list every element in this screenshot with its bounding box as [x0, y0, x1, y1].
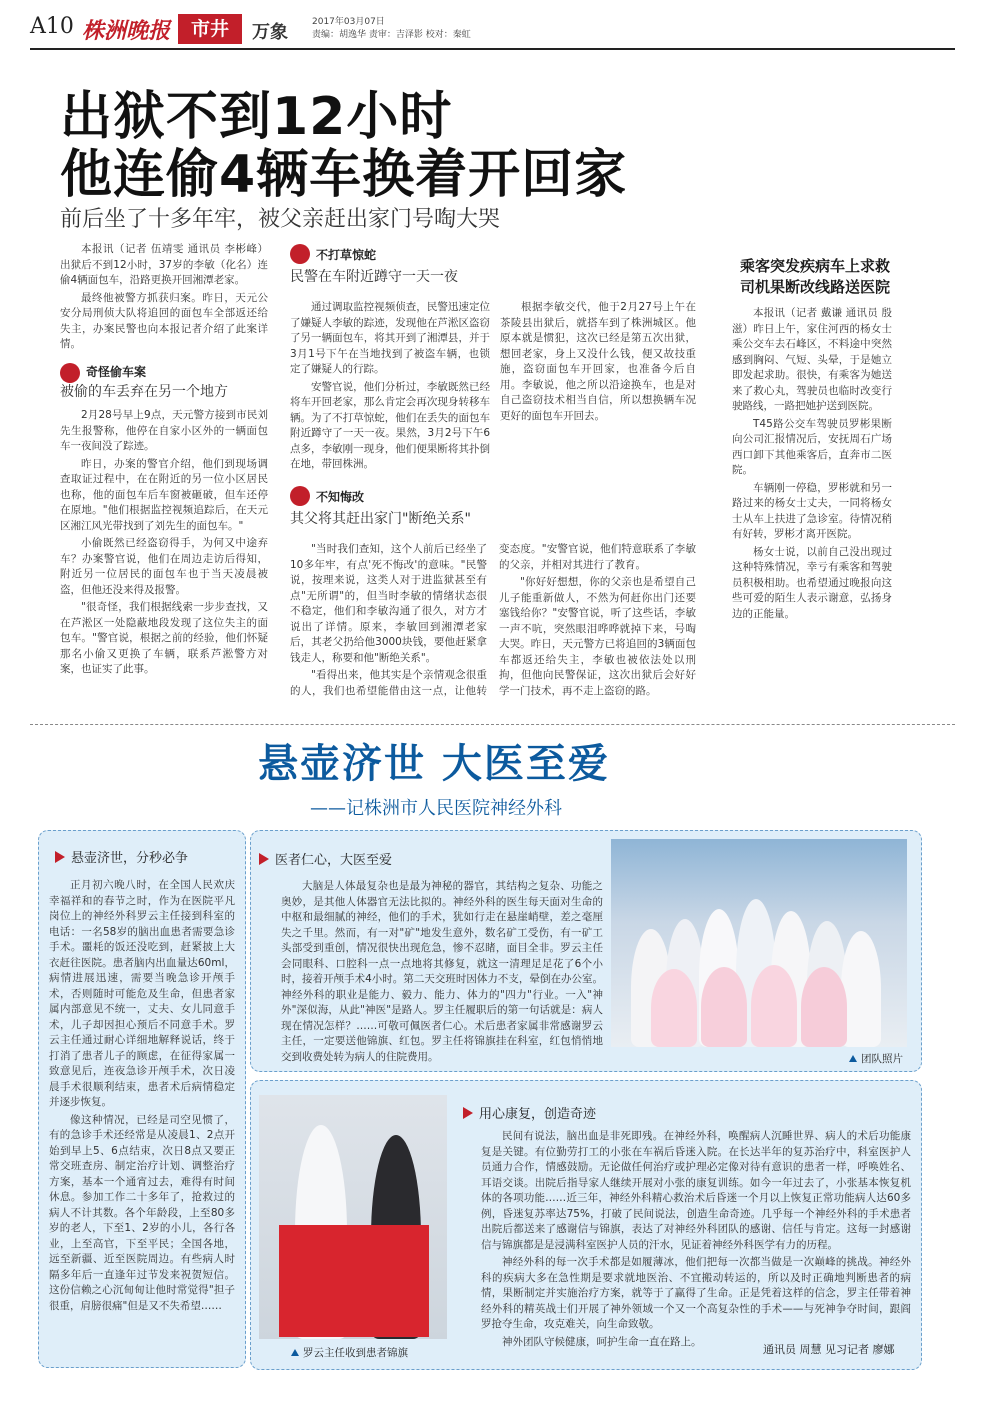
panel-heading	[259, 849, 392, 868]
caption-triangle-icon	[849, 1055, 857, 1062]
paragraph: 神外团队守候健康，呵护生命一直在路上。	[502, 1335, 702, 1348]
section-badge: 市井	[178, 14, 242, 44]
paragraph: 通过调取监控视频侦查，民警迅速定位了嫌疑人李敏的踪迹，发现他在芦淞区盗窃了另一辆面包车，将其开到了湘潭县，并于3月1号下午在当地找到了被盗车辆，也锁定了嫌疑人的行踪。	[290, 301, 490, 375]
paragraph: 根据李敏交代，他于2月27号上午在茶陵县出狱后，就搭车到了株洲城区。他原本就是惯犯，这次已经是第五次出狱，想回老家，身上又没什么钱，便又故技重施，盗窃面包车开回家，也准备今后自用。李敏说，他之所以沿途换车，也是对自己盗窃技术相当自信，所以想换辆车况更好的面包车开回去。	[500, 301, 696, 422]
meta-staff: 责编：胡逸华 责审：吉泽影 校对：秦虹	[312, 30, 471, 40]
meta-date: 2017年03月07日	[312, 17, 385, 27]
panel-heading	[55, 847, 245, 866]
paragraph: 大脑是人体最复杂也是最为神秘的器官，其结构之复杂、功能之奥妙，是其他人体器官无法比拟的。神经外科的医生每天面对生命的中枢和最细腻的神经，他们的手术，犹如行走在悬崖峭壁，差之毫厘失之千里。然而，有一对"矿"地发生意外，数名矿工受伤，有一矿工头部受到重创，情况很快出现危急，惨不忍睹，面目全非。罗云主任会同眼科、口腔科一点一点地将其修复，就这一清理足足花了6个小时，接着开颅手术4小时。第二天交班时因体力不支，晕倒在办公室。神经外科的职业是能力、毅力、能力、体力的"四力"行业。一入"神外"深似海，从此"神医"是路人。罗主任履职后的第一句话就是：病人现在情况怎样？……可敬可佩医者仁心。术后患者家属非常感谢罗云主任，一定要送他锦旗、红包。罗主任将锦旗挂在科室，红包悄悄地交到收费处转为病人的住院费用。	[281, 880, 603, 1063]
section-title: 奇怪偷车案	[86, 364, 147, 379]
article-column-3	[500, 300, 696, 426]
paragraph: "当时我们查知，这个人前后已经坐了10多年牢，有点'死不悔改'的意味。"民警说，按理来说，这类人对于进监狱甚至有点"无所谓"的，但当时李敏的情绪状态很不稳定，他们和李敏沟通了很久，对方才说出了详情。原来，李敏回到湘潭老家后，其老父扔给他3000块钱，要他赶紧拿钱走人，称要和他"断绝关系"。	[290, 543, 487, 664]
panel-heading-text: 医者仁心，大医至爱	[275, 853, 393, 868]
panel-heading-text: 悬壶济世，分秒必争	[71, 851, 189, 866]
feature-subtitle: ——记株洲市人民医院神经外科	[310, 798, 562, 819]
paragraph: 昨日，办案的警官介绍，他们到现场调查取证过程中，在在附近的另一位小区居民也称，他的面包车后车窗被砸破，但车还停在原地。"他们根据监控视频追踪后，在天元区湘江风光带找到了刘先生的面包车。"	[60, 457, 268, 532]
paragraph: 安警官说，他们分析过，李敏既然已经将车开回老家，那么肯定会再次现身转移车辆。为了不打草惊蛇，他们在丢失的面包车附近蹲守了一天一夜。果然，3月2号下午6点多，李敏刚一现身，他们便果断将其扑倒在地，带回株洲。	[290, 380, 490, 470]
section-heading-1	[60, 363, 268, 401]
paragraph: 2月28号早上9点，天元警方接到市民刘先生报警称，他停在自家小区外的一辆面包车一夜间没了踪迹。	[60, 409, 268, 452]
paragraph: 杨女士说，以前自己没出现过这种特殊情况，幸亏有乘客和驾驶员积极相助。也希望通过晚报向这些可爱的陌生人表示谢意，弘扬身边的正能量。	[732, 545, 892, 620]
headline-line-1: 出狱不到12小时	[60, 87, 453, 147]
team-photo	[611, 839, 907, 1047]
section-subtitle: 民警在车附近蹲守一天一夜	[290, 269, 458, 285]
arrow-icon	[463, 1107, 473, 1119]
subheadline: 前后坐了十多年牢，被父亲赶出家门号啕大哭	[60, 207, 501, 232]
section-subtitle: 其父将其赶出家门"断绝关系"	[290, 511, 471, 527]
paragraph: 民间有说法，脑出血是非死即残。在神经外科，唤醒病人沉睡世界、病人的术后功能康复是关键。有位勤劳打工的小张在车祸后昏迷入院。在长达半年的复苏治疗中，科室医护人员通力合作，情感鼓励。无论做任何治疗或护理必定像对待有意识的患者一样，呼唤姓名、耳语交谈。出院后指导家人继续开展对小张的康复训练。如今一年过去了，小张基本恢复机体的各项功能……近三年，神经外科精心救治术后昏迷一个月以上恢复正常功能病人达60多例，昏迷复苏率达75%，打破了民间说法，创造生命奇迹。几乎每一个神经外科的手术患者出院后都送来了感谢信与锦旗，表达了对神经外科团队的感谢、信任与肯定。这每一封感谢信与锦旗都是是浸满科室医护人员的汗水，见证着神经外科医学有力的历程。	[481, 1130, 911, 1251]
side-title-line-2: 司机果断改线路送医院	[739, 278, 890, 296]
paragraph: 小偷既然已经盗窃得手，为何又中途弃车？办案警官说，他们在周边走访后得知，附近另一位居民的面包车也于当天凌晨被盗，但他还没来得及报警。	[60, 537, 268, 596]
side-title-line-1: 乘客突发疾病车上求救	[739, 257, 890, 275]
paragraph: "看得出来，他其实是个亲情观念很重的人，我们也希望能借由这一点，让他转变态度。"安警官说，他们特意联系了李敏的父亲，并相对其进行了教育。	[290, 543, 696, 697]
header-meta	[312, 16, 471, 42]
section-dot-icon	[290, 244, 310, 264]
section-title: 不知悔改	[316, 489, 365, 504]
banner-photo	[259, 1095, 447, 1339]
section-heading-2	[290, 244, 490, 286]
paragraph: "你好好想想，你的父亲也是希望自己儿子能重新做人，不然为何赶你出门还要塞钱给你？"安警官说，听了这些话，李敏一声不吭，突然眼泪哗哗就掉下来，号啕大哭。昨日，天元警方已将追回的3辆面包车都返还给失主，李敏也被依法处以刑拘，但他向民警保证，这次出狱后会好好学一门技术，再不走上盗窃的路。	[499, 576, 696, 697]
paragraph: "很奇怪，我们根据线索一步步查找，又在芦淞区一处隐蔽地段发现了这位失主的面包车。"警官说，根据之前的经验，他们怀疑那名小偷又更换了车辆，联系芦淞警方对案，也证实了此事。	[60, 601, 268, 675]
paragraph: 像这种情况，已经是司空见惯了，有的急诊手术还经常是从凌晨1、2点开始到早上5、6点结束，次日8点又要正常交班查房、制定治疗计划、调整治疗方案，基本一个通宵过去，难得有时间休息。参加工作二十多年了，抢救过的病人不计其数。各个年龄段，上至80多岁的老人，下至1、2岁的小儿，各行各业，上至高官，下至平民；全国各地，远至新疆、近至医院周边。有些病人时隔多年后一直逢年过节发来祝贺短信。这份信赖之心沉甸甸让他时常觉得"担子很重，肩膀很痛"但是又不失希望……	[49, 1113, 235, 1312]
article-column-2	[290, 300, 490, 475]
section-dot-icon	[60, 363, 80, 383]
panel-body	[49, 878, 235, 1358]
section-dot-icon	[290, 486, 310, 506]
headline	[60, 88, 627, 204]
arrow-icon	[259, 853, 269, 865]
feature-panel-1	[38, 830, 246, 1368]
feature-panel-3	[250, 1080, 922, 1370]
caption-text: 团队照片	[861, 1053, 903, 1065]
paragraph: 车辆刚一停稳，罗彬就和另一路过来的杨女士丈夫，一同将杨女士从车上扶进了急诊室。待情况稍有好转，罗彬才离开医院。	[732, 481, 892, 540]
section-title: 不打草惊蛇	[316, 247, 377, 262]
panel-heading	[463, 1103, 596, 1122]
subsection-label: 万象	[252, 22, 288, 43]
side-article-body	[732, 306, 892, 624]
section-heading-3	[290, 486, 690, 528]
banner-photo-caption	[291, 1345, 408, 1360]
headline-line-2: 他连偷4辆车换着开回家	[60, 145, 628, 205]
paragraph: 神经外科的每一次手术都是如履薄冰，他们把每一次都当做是一次巅峰的挑战。神经外科的疾病大多在急性期是要求就地医治、不宜搬动转运的，所以及时正确地判断患者的病情，果断制定并实施治疗方案，就等于了赢得了生命。正是凭着这样的信念，罗主任带着神经外科的精英战士们开展了神外领域一个又一个高复杂性的手术——与死神争夺时间，跟阎罗抢夺生命，攻克难关，向生命致敬。	[481, 1256, 911, 1330]
byline-credit: 通讯员 周慧 见习记者 廖娜	[763, 1343, 895, 1356]
article-column-1	[60, 242, 268, 680]
section-subtitle: 被偷的车丢弃在另一个地方	[60, 383, 228, 400]
section-divider	[30, 724, 955, 726]
caption-text: 罗云主任收到患者锦旗	[303, 1347, 408, 1359]
panel-body	[281, 879, 603, 1065]
page-number: A10	[30, 14, 74, 39]
caption-triangle-icon	[291, 1349, 299, 1356]
paragraph: 正月初六晚八时，在全国人民欢庆幸福祥和的春节之时，作为在医院平凡岗位上的神经外科罗云主任接到科室的电话：一名58岁的脑出血患者需要急诊手术。噩耗的饭还没吃到，赶紧披上大衣赶往医院。患者脑内出血量达60ml，病情进展迅速，需要当晚急诊开颅手术，否则随时可能危及生命，但患者家属内部意见不统一，丈夫、女儿同意手术，儿子却因担心预后不同意手术。罗云主任通过耐心详细地解释说话，终于打消了患者儿子的顾虑，在征得家属一致意见后，连夜急诊开颅手术，次日凌晨手术很顺利结束，患者术后病情稳定并逐步恢复。	[49, 879, 235, 1108]
feature-title: 悬壶济世 大医至爱	[258, 741, 610, 787]
header-rule	[30, 48, 955, 50]
arrow-icon	[55, 851, 65, 863]
feature-panel-2	[250, 830, 922, 1072]
article-column-2b	[290, 542, 696, 714]
panel-body	[481, 1129, 911, 1348]
paragraph: 本报讯（记者 伍靖雯 通讯员 李彬峰）出狱后不到12小时，37岁的李敏（化名）连偷4辆面包车，沿路更换开回湘潭老家。	[60, 243, 268, 286]
panel-heading-text: 用心康复，创造奇迹	[479, 1107, 597, 1122]
paragraph: 最终他被警方抓获归案。昨日，天元公安分局刑侦大队将追回的面包车全部返还给失主，办案民警也向本报记者介绍了此案详情。	[60, 291, 268, 350]
side-article-title	[705, 256, 925, 298]
team-photo-caption	[849, 1051, 903, 1066]
newspaper-name: 株洲晚报	[82, 18, 171, 44]
paragraph: T45路公交车驾驶员罗彬果断向公司汇报情况后，安抚周石广场西口卸下其他乘客后，直奔市二医院。	[732, 417, 892, 476]
paragraph: 本报讯（记者 戴谦 通讯员 殷滋）昨日上午，家住河西的杨女士乘公交车去石峰区，不料途中突然感到胸闷、气短、头晕，于是她立即发起求助。很快，有乘客为她送来了救心丸，驾驶员也临时改变行驶路线，一路把她护送到医院。	[732, 307, 892, 412]
